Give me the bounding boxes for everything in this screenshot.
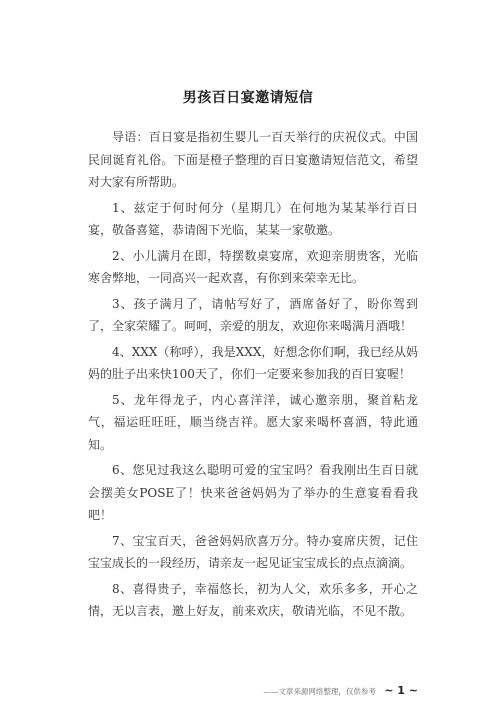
message-paragraph-5: 5、龙年得龙子，内心喜洋洋，诚心邀亲朋，聚首粘龙气，福运旺旺旺，顺当绕吉祥。愿大家来喝杯喜酒，特此通知。 (88, 392, 418, 452)
document-body (88, 126, 418, 626)
page-footer (0, 684, 418, 697)
page-number: ~ 1 ~ (384, 684, 418, 697)
message-paragraph-6: 6、您见过我这么聪明可爱的宝宝吗？看我刚出生百日就会摆美女POSE了！快来爸爸妈妈为了举办的生意宴看看我吧！ (88, 463, 418, 522)
source-note: ——文章来源网络整理，仅供参考 (263, 687, 376, 696)
message-paragraph-2: 2、小儿满月在即，特摆数桌宴席，欢迎亲朋贵客，光临寒舍弊地，一同高兴一起欢喜，有你到来荣幸无比。 (88, 248, 418, 285)
page-title: 男孩百日宴邀请短信 (182, 90, 314, 106)
message-paragraph-1: 1、兹定于何时何分（星期几）在何地为某某举行百日宴，敬备喜筵，恭请阁下光临，某某一家敬邀。 (88, 200, 418, 237)
intro-paragraph: 导语：百日宴是指初生婴儿一百天举行的庆祝仪式。中国民间诞育礼俗。下面是橙子整理的百日宴邀请短信范文，希望对大家有所帮助。 (88, 130, 418, 189)
message-paragraph-4: 4、XXX（称呼），我是XXX，好想念你们啊，我已经从妈妈的肚子出来快100天了，你们一定要来参加我的百日宴喔！ (88, 344, 418, 381)
message-paragraph-7: 7、宝宝百天，爸爸妈妈欣喜万分。特办宴席庆贺，记住宝宝成长的一段经历，请亲友一起见证宝宝成长的点点滴滴。 (88, 533, 418, 570)
message-paragraph-8: 8、喜得贵子，幸福悠长，初为人父，欢乐多多，开心之情，无以言表，邀上好友，前来欢庆，敬请光临，不见不散。 (88, 581, 418, 618)
message-paragraph-3: 3、孩子满月了，请帖写好了，酒席备好了，盼你驾到了，全家荣耀了。呵呵，亲爱的朋友，欢迎你来喝满月酒哦！ (88, 296, 418, 333)
